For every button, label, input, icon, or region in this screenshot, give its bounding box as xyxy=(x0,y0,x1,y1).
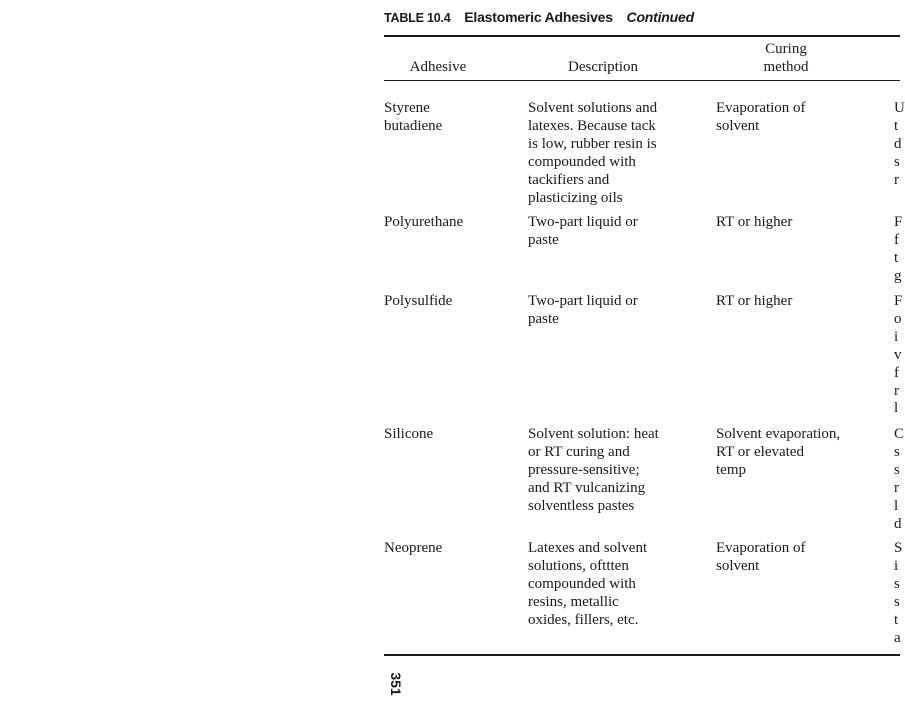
column-header-adhesive: Adhesive xyxy=(409,59,467,75)
row-polyurethane-description: Two-part liquid or paste xyxy=(528,214,638,248)
row-silicone-adhesive: Silicone xyxy=(384,426,434,442)
page-number: 351 xyxy=(388,672,404,696)
row-neoprene-curing: Evaporation of solvent xyxy=(716,540,806,574)
row-styrene-butadiene-clipped-column: U t d s r xyxy=(894,100,905,188)
row-polysulfide-curing: RT or higher xyxy=(716,293,793,309)
table-bottom-rule xyxy=(384,654,900,656)
column-header-description: Description xyxy=(568,59,638,75)
table-title: Elastomeric Adhesives xyxy=(464,9,613,25)
row-polyurethane-adhesive: Polyurethane xyxy=(384,214,464,230)
table-caption xyxy=(384,9,694,25)
table-label: TABLE 10.4 xyxy=(384,11,451,25)
row-neoprene-adhesive: Neoprene xyxy=(384,540,443,556)
row-styrene-butadiene-description: Solvent solutions and latexes. Because tack is low, rubber resin is compounded with tackifiers and plasticizing oils xyxy=(528,100,658,206)
row-styrene-butadiene-adhesive: Styrene butadiene xyxy=(384,100,443,134)
row-silicone-description: Solvent solution: heat or RT curing and pressure-sensitive; and RT vulcanizing solventless pastes xyxy=(528,426,659,514)
row-silicone-clipped-column: C s s r l d xyxy=(894,426,905,532)
row-neoprene-clipped-column: S i s s t a xyxy=(894,540,903,646)
row-polyurethane-curing: RT or higher xyxy=(716,214,793,230)
row-polysulfide-description: Two-part liquid or paste xyxy=(528,293,638,327)
row-polyurethane-clipped-column: F f t g xyxy=(894,214,903,284)
header-rule xyxy=(384,80,900,81)
continued-label: Continued xyxy=(626,9,694,25)
column-header-curing-method: Curing method xyxy=(763,41,809,75)
row-polysulfide-adhesive: Polysulfide xyxy=(384,293,453,309)
row-polysulfide-clipped-column: F o i v f r l xyxy=(894,293,903,417)
table-top-rule xyxy=(384,35,900,37)
row-styrene-butadiene-curing: Evaporation of solvent xyxy=(716,100,806,134)
row-neoprene-description: Latexes and solvent solutions, ofttten compounded with resins, metallic oxides, fillers, etc. xyxy=(528,540,648,628)
row-silicone-curing: Solvent evaporation, RT or elevated temp xyxy=(716,426,841,478)
